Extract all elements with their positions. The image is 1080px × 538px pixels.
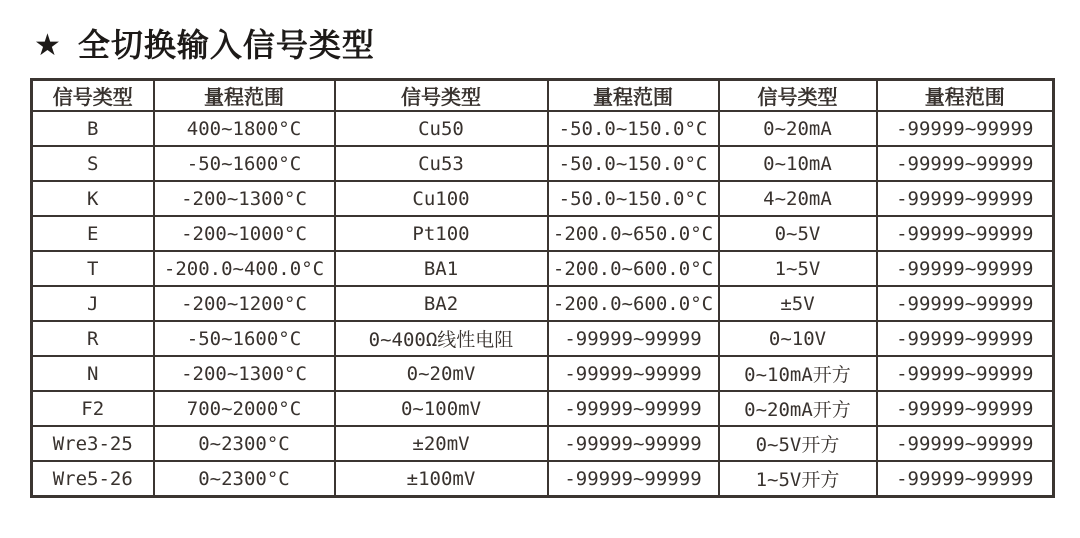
star-icon: ★ bbox=[34, 28, 62, 63]
signal-type-cell: B bbox=[32, 111, 154, 146]
range-cell: -200.0~600.0°C bbox=[548, 251, 719, 286]
signal-type-cell: 0~5V开方 bbox=[719, 426, 877, 461]
table-row bbox=[32, 356, 1054, 391]
range-cell: -50.0~150.0°C bbox=[548, 111, 719, 146]
range-cell: -99999~99999 bbox=[548, 321, 719, 356]
range-cell: -99999~99999 bbox=[877, 146, 1054, 181]
signal-type-cell: 0~5V bbox=[719, 216, 877, 251]
signal-type-cell: ±100mV bbox=[335, 461, 548, 497]
signal-type-cell: S bbox=[32, 146, 154, 181]
range-cell: -50.0~150.0°C bbox=[548, 146, 719, 181]
signal-type-cell: R bbox=[32, 321, 154, 356]
signal-type-cell: N bbox=[32, 356, 154, 391]
range-cell: -200.0~600.0°C bbox=[548, 286, 719, 321]
signal-type-cell: 0~10mA开方 bbox=[719, 356, 877, 391]
table-header-row bbox=[32, 80, 1054, 112]
header-signal-type-2: 信号类型 bbox=[719, 80, 877, 112]
signal-type-cell: 4~20mA bbox=[719, 181, 877, 216]
signal-type-cell: Pt100 bbox=[335, 216, 548, 251]
table-row bbox=[32, 251, 1054, 286]
range-cell: -200~1300°C bbox=[154, 356, 335, 391]
signal-type-table bbox=[30, 78, 1055, 498]
range-cell: 0~2300°C bbox=[154, 461, 335, 497]
range-cell: -99999~99999 bbox=[548, 461, 719, 497]
signal-type-cell: BA1 bbox=[335, 251, 548, 286]
signal-type-cell: Wre5-26 bbox=[32, 461, 154, 497]
header-signal-type-0: 信号类型 bbox=[32, 80, 154, 112]
range-cell: -99999~99999 bbox=[877, 111, 1054, 146]
range-cell: -200~1200°C bbox=[154, 286, 335, 321]
range-cell: -99999~99999 bbox=[877, 461, 1054, 497]
table-row bbox=[32, 146, 1054, 181]
range-cell: -200~1000°C bbox=[154, 216, 335, 251]
range-cell: -200.0~400.0°C bbox=[154, 251, 335, 286]
range-cell: 0~2300°C bbox=[154, 426, 335, 461]
signal-type-cell: F2 bbox=[32, 391, 154, 426]
header-range-0: 量程范围 bbox=[154, 80, 335, 112]
signal-type-cell: BA2 bbox=[335, 286, 548, 321]
range-cell: -99999~99999 bbox=[877, 391, 1054, 426]
range-cell: -99999~99999 bbox=[877, 251, 1054, 286]
signal-type-cell: K bbox=[32, 181, 154, 216]
signal-type-cell: 0~20mA bbox=[719, 111, 877, 146]
range-cell: -200~1300°C bbox=[154, 181, 335, 216]
signal-type-cell: ±20mV bbox=[335, 426, 548, 461]
range-cell: -99999~99999 bbox=[548, 356, 719, 391]
range-cell: -99999~99999 bbox=[548, 426, 719, 461]
signal-type-cell: 0~100mV bbox=[335, 391, 548, 426]
table-row bbox=[32, 216, 1054, 251]
signal-type-cell: 0~20mA开方 bbox=[719, 391, 877, 426]
table-row bbox=[32, 391, 1054, 426]
header-range-2: 量程范围 bbox=[877, 80, 1054, 112]
page-title bbox=[34, 20, 375, 66]
range-cell: -50.0~150.0°C bbox=[548, 181, 719, 216]
range-cell: 700~2000°C bbox=[154, 391, 335, 426]
signal-type-cell: Cu53 bbox=[335, 146, 548, 181]
signal-type-cell: Cu100 bbox=[335, 181, 548, 216]
range-cell: -50~1600°C bbox=[154, 146, 335, 181]
range-cell: -200.0~650.0°C bbox=[548, 216, 719, 251]
signal-type-cell: 1~5V开方 bbox=[719, 461, 877, 497]
table-header bbox=[32, 80, 1054, 112]
range-cell: -99999~99999 bbox=[548, 391, 719, 426]
signal-type-cell: 0~400Ω线性电阻 bbox=[335, 321, 548, 356]
signal-type-cell: 1~5V bbox=[719, 251, 877, 286]
table-row bbox=[32, 111, 1054, 146]
signal-type-cell: J bbox=[32, 286, 154, 321]
signal-type-cell: 0~10mA bbox=[719, 146, 877, 181]
range-cell: -99999~99999 bbox=[877, 321, 1054, 356]
signal-type-cell: Wre3-25 bbox=[32, 426, 154, 461]
range-cell: 400~1800°C bbox=[154, 111, 335, 146]
header-range-1: 量程范围 bbox=[548, 80, 719, 112]
signal-type-cell: ±5V bbox=[719, 286, 877, 321]
range-cell: -99999~99999 bbox=[877, 216, 1054, 251]
header-signal-type-1: 信号类型 bbox=[335, 80, 548, 112]
table-row bbox=[32, 461, 1054, 497]
table-row bbox=[32, 321, 1054, 356]
table-row bbox=[32, 181, 1054, 216]
signal-type-cell: E bbox=[32, 216, 154, 251]
range-cell: -50~1600°C bbox=[154, 321, 335, 356]
table-row bbox=[32, 286, 1054, 321]
table-body bbox=[32, 111, 1054, 497]
range-cell: -99999~99999 bbox=[877, 181, 1054, 216]
signal-type-cell: Cu50 bbox=[335, 111, 548, 146]
range-cell: -99999~99999 bbox=[877, 426, 1054, 461]
signal-type-cell: T bbox=[32, 251, 154, 286]
table-row bbox=[32, 426, 1054, 461]
range-cell: -99999~99999 bbox=[877, 356, 1054, 391]
signal-type-cell: 0~10V bbox=[719, 321, 877, 356]
page-title-text: 全切换输入信号类型 bbox=[77, 26, 375, 64]
range-cell: -99999~99999 bbox=[877, 286, 1054, 321]
signal-type-cell: 0~20mV bbox=[335, 356, 548, 391]
